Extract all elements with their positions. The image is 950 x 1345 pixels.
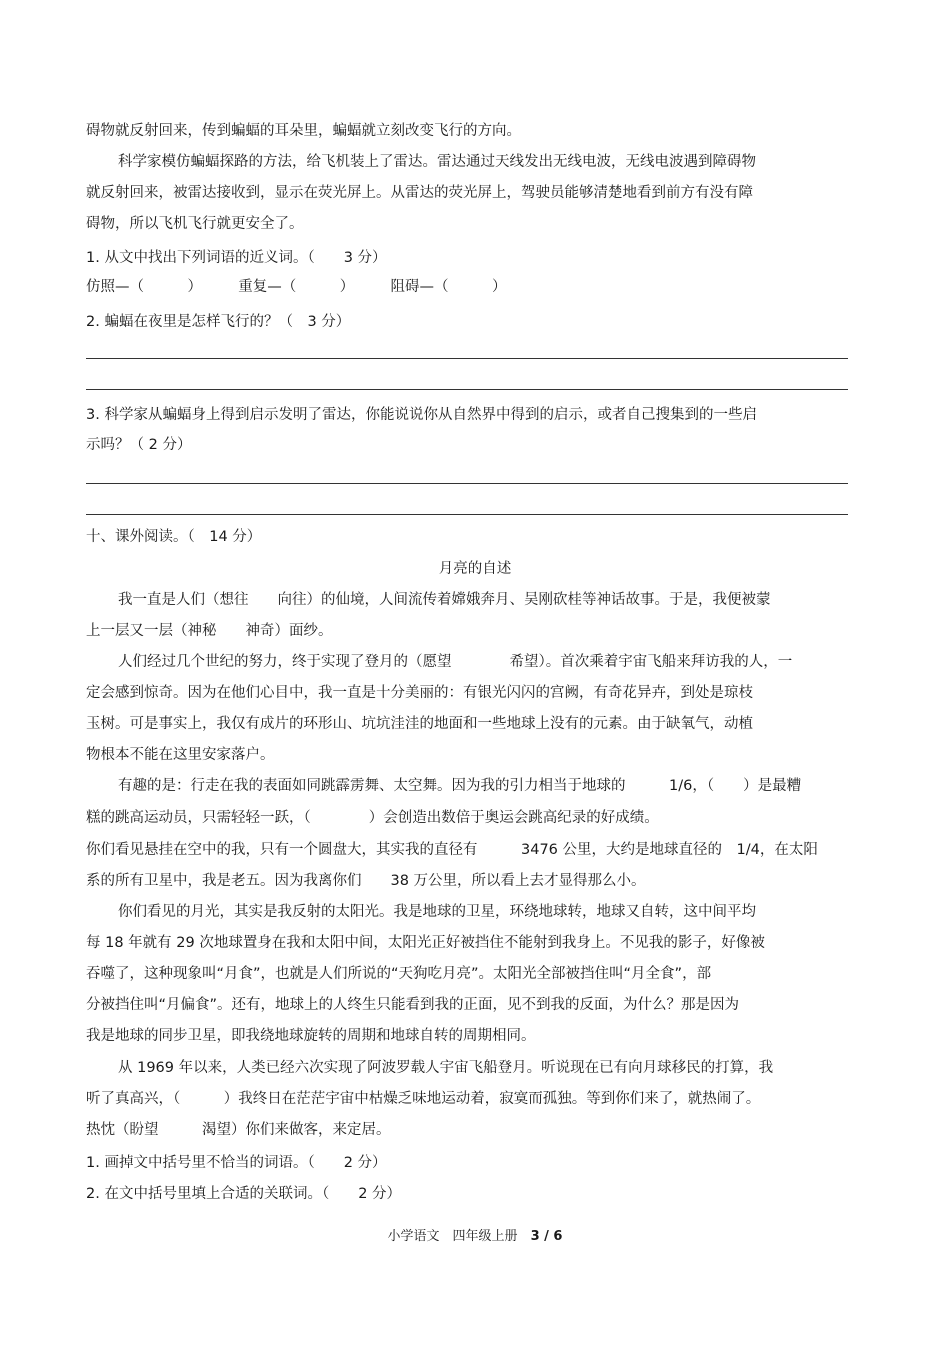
text-line: 就反射回来，被雷达接收到，显示在荧光屏上。从雷达的荧光屏上，驾驶员能够清楚地看到前方有没有障 xyxy=(86,185,753,201)
answer-line xyxy=(86,389,848,390)
text-line: 碍物，所以飞机飞行就更安全了。 xyxy=(86,216,304,232)
paragraph-line: 科学家模仿蝙蝠探路的方法，给飞机装上了雷达。雷达通过天线发出无线电波，无线电波遇到障碍物 xyxy=(118,154,756,170)
question-3-cont: 示吗？（ 2 分） xyxy=(86,437,192,453)
page-number: 3 / 6 xyxy=(530,1229,563,1244)
text-line: 我是地球的同步卫星，即我绕地球旋转的周期和地球自转的周期相同。 xyxy=(86,1028,536,1044)
text-line: 玉树。可是事实上，我仅有成片的环形山、坑坑洼洼的地面和一些地球上没有的元素。由于缺氧气，动植 xyxy=(86,716,753,732)
text-line: 碍物就反射回来，传到蝙蝠的耳朵里，蝙蝠就立刻改变飞行的方向。 xyxy=(86,123,521,139)
passage-title: 月亮的自述 xyxy=(438,561,512,577)
answer-line xyxy=(86,483,848,484)
answer-line xyxy=(86,358,848,359)
question-2: 2. 蝙蝠在夜里是怎样飞行的？（ 3 分） xyxy=(86,314,351,330)
text-line: 你们看见悬挂在空中的我，只有一个圆盘大，其实我的直径有 3476 公里，大约是地球直径的 1/4，在太阳 xyxy=(86,842,818,858)
answer-line xyxy=(86,514,848,515)
paragraph-line: 我一直是人们（想往 向往）的仙境，人间流传着嫦娥奔月、吴刚砍桂等神话故事。于是，我便被蒙 xyxy=(118,592,771,608)
question-1: 1. 从文中找出下列词语的近义词。（ 3 分） xyxy=(86,250,387,266)
question-1: 1. 画掉文中括号里不恰当的词语。（ 2 分） xyxy=(86,1155,387,1171)
paragraph-line: 人们经过几个世纪的努力，终于实现了登月的（愿望 希望）。首次乘着宇宙飞船来拜访我的人，一 xyxy=(118,654,793,670)
paragraph-line: 有趣的是：行走在我的表面如同跳霹雳舞、太空舞。因为我的引力相当于地球的 1/6，（ ）是最糟 xyxy=(118,778,802,794)
page-footer xyxy=(0,1227,950,1247)
section-heading: 十、课外阅读。（ 14 分） xyxy=(86,529,262,545)
synonym-blanks: 仿照—（ ） 重复—（ ） 阻碍—（ ） xyxy=(86,279,507,295)
text-line: 糕的跳高运动员，只需轻轻一跃，（ ）会创造出数倍于奥运会跳高纪录的好成绩。 xyxy=(86,810,659,826)
text-line: 热忱（盼望 渴望）你们来做客，来定居。 xyxy=(86,1122,391,1138)
text-line: 系的所有卫星中，我是老五。因为我离你们 38 万公里，所以看上去才显得那么小。 xyxy=(86,873,646,889)
text-line: 分被挡住叫“月偏食”。还有，地球上的人终生只能看到我的正面，见不到我的反面，为什么？那是因为 xyxy=(86,997,740,1013)
text-line: 每 18 年就有 29 次地球置身在我和太阳中间，太阳光正好被挡住不能射到我身上。不见我的影子，好像被 xyxy=(86,935,765,951)
paragraph-line: 从 1969 年以来，人类已经六次实现了阿波罗载人宇宙飞船登月。听说现在已有向月球移民的打算，我 xyxy=(118,1060,774,1076)
text-line: 物根本不能在这里安家落户。 xyxy=(86,747,275,763)
text-line: 听了真高兴，（ ）我终日在茫茫宇宙中枯燥乏味地运动着，寂寞而孤独。等到你们来了，就热闹了。 xyxy=(86,1091,761,1107)
question-2: 2. 在文中括号里填上合适的关联词。（ 2 分） xyxy=(86,1186,402,1202)
footer-text: 小学语文 四年级上册 xyxy=(387,1229,531,1244)
text-line: 定会感到惊奇。因为在他们心目中，我一直是十分美丽的：有银光闪闪的宫阙，有奇花异卉，到处是琼枝 xyxy=(86,685,753,701)
question-3: 3. 科学家从蝙蝠身上得到启示发明了雷达，你能说说你从自然界中得到的启示，或者自己搜集到的一些启 xyxy=(86,407,757,423)
text-line: 吞噬了，这种现象叫“月食”，也就是人们所说的“天狗吃月亮”。太阳光全部被挡住叫“月全食”，部 xyxy=(86,966,712,982)
text-line: 上一层又一层（神秘 神奇）面纱。 xyxy=(86,623,333,639)
paragraph-line: 你们看见的月光，其实是我反射的太阳光。我是地球的卫星，环绕地球转，地球又自转，这中间平均 xyxy=(118,904,756,920)
